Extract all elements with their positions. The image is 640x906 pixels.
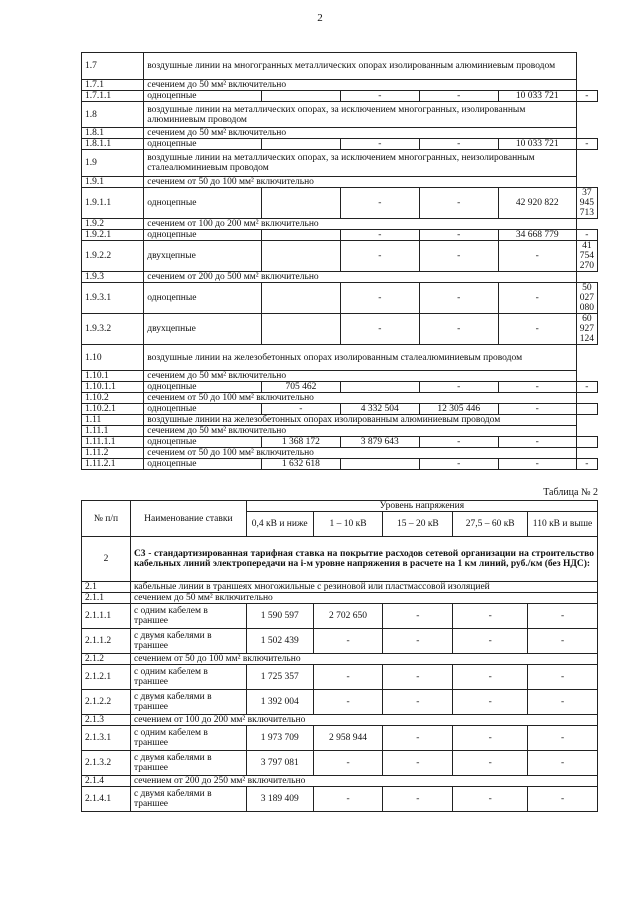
row-number: 2.1.3.1: [82, 726, 131, 751]
tariff-table-1: [81, 52, 598, 470]
value-cell: [261, 241, 340, 272]
subheading-row: [82, 715, 598, 726]
row-number: 1.10.2.1: [82, 404, 144, 415]
section-num: 2: [82, 537, 131, 582]
row-number: 1.9: [82, 150, 144, 177]
row-name: одноцепные: [144, 91, 262, 102]
row-heading: сечением до 50 мм² включительно: [144, 128, 576, 139]
value-cell: 1 502 439: [246, 629, 313, 654]
value-cell: -: [340, 230, 419, 241]
row-heading: воздушные линии на металлических опорах, за исключением многогранных, неизолированным сталеалюминиевым проводом: [144, 150, 576, 177]
value-cell: [340, 382, 419, 393]
value-cell: [340, 459, 419, 470]
table-row: [82, 665, 598, 690]
row-number: 2.1.1: [82, 593, 131, 604]
value-cell: -: [419, 314, 498, 345]
value-cell: -: [453, 726, 528, 751]
value-cell: -: [261, 404, 340, 415]
value-cell: -: [313, 665, 383, 690]
row-name: одноцепные: [144, 382, 262, 393]
value-cell: -: [383, 629, 453, 654]
section-title: С3 - стандартизированная тарифная ставка на покрытие расходов сетевой организации на строительство кабельных линий электропередачи на i-м уровне напряжения в расчете на 1 км линий, руб./км (без НДС):: [130, 537, 597, 582]
subheading-row: [82, 102, 598, 128]
value-cell: [261, 314, 340, 345]
row-number: 1.9.3.2: [82, 314, 144, 345]
row-heading: сечением от 50 до 100 мм² включительно: [130, 654, 597, 665]
value-cell: -: [498, 437, 576, 448]
subheading-row: [82, 448, 598, 459]
row-name: одноцепные: [144, 459, 262, 470]
table-row: [82, 629, 598, 654]
value-cell: 3 189 409: [246, 787, 313, 812]
row-heading: воздушные линии на железобетонных опорах изолированным сталеалюминиевым проводом: [144, 345, 576, 371]
row-heading: воздушные линии на железобетонных опорах изолированным алюминиевым проводом: [144, 415, 576, 426]
value-cell: 4 332 504: [340, 404, 419, 415]
value-cell: -: [453, 604, 528, 629]
row-number: 1.10.1.1: [82, 382, 144, 393]
row-name: с одним кабелем в траншее: [130, 665, 246, 690]
value-cell: -: [498, 314, 576, 345]
value-cell: 1 392 004: [246, 690, 313, 715]
value-cell: -: [453, 751, 528, 776]
value-cell: -: [419, 139, 498, 150]
level-header: 0,4 кВ и ниже: [246, 512, 313, 537]
row-number: 2.1.2.1: [82, 665, 131, 690]
table-row: [82, 91, 598, 102]
value-cell: -: [419, 230, 498, 241]
row-number: 1.11.1.1: [82, 437, 144, 448]
value-cell: -: [340, 139, 419, 150]
value-cell: 1 973 709: [246, 726, 313, 751]
level-header: 1 – 10 кВ: [313, 512, 383, 537]
row-name: одноцепные: [144, 283, 262, 314]
table-row: [82, 283, 598, 314]
value-cell: [261, 139, 340, 150]
value-cell: -: [313, 787, 383, 812]
row-name: с двумя кабелями в траншее: [130, 787, 246, 812]
value-cell: -: [453, 690, 528, 715]
row-number: 1.9.1: [82, 177, 144, 188]
row-number: 1.11.2: [82, 448, 144, 459]
value-cell: 705 462: [261, 382, 340, 393]
value-cell: -: [313, 751, 383, 776]
value-cell: -: [340, 314, 419, 345]
subheading-row: [82, 53, 598, 80]
value-cell: 50 027 080: [576, 283, 597, 314]
subheading-row: [82, 393, 598, 404]
table-row: [82, 604, 598, 629]
value-cell: 1 590 597: [246, 604, 313, 629]
subheading-row: [82, 80, 598, 91]
row-number: 1.9.1.1: [82, 188, 144, 219]
value-cell: 2 958 944: [313, 726, 383, 751]
row-number: 1.8.1: [82, 128, 144, 139]
value-cell: -: [576, 459, 597, 470]
row-name: одноцепные: [144, 404, 262, 415]
row-heading: сечением от 100 до 200 мм² включительно: [130, 715, 597, 726]
value-cell: -: [313, 690, 383, 715]
value-cell: 12 305 446: [419, 404, 498, 415]
table-row: [82, 188, 598, 219]
table-row: [82, 230, 598, 241]
row-number: 2.1.2: [82, 654, 131, 665]
row-name: одноцепные: [144, 437, 262, 448]
value-cell: -: [419, 459, 498, 470]
value-cell: -: [576, 91, 597, 102]
value-cell: -: [498, 241, 576, 272]
row-number: 1.10: [82, 345, 144, 371]
row-number: 2.1.4: [82, 776, 131, 787]
value-cell: -: [419, 437, 498, 448]
row-heading: сечением от 50 до 100 мм² включительно: [144, 448, 576, 459]
row-name: одноцепные: [144, 230, 262, 241]
value-cell: -: [340, 188, 419, 219]
table-row: [82, 314, 598, 345]
table-caption: Таблица № 2: [543, 487, 598, 498]
value-cell: -: [340, 283, 419, 314]
value-cell: [576, 437, 597, 448]
tariff-table-2: [81, 500, 598, 812]
row-heading: сечением от 50 до 100 мм² включительно: [144, 177, 576, 188]
row-heading: воздушные линии на металлических опорах, за исключением многогранных, изолированным алюминиевым проводом: [144, 102, 576, 128]
value-cell: -: [576, 139, 597, 150]
value-cell: -: [383, 604, 453, 629]
row-name: одноцепные: [144, 139, 262, 150]
row-heading: сечением до 50 мм² включительно: [130, 593, 597, 604]
row-heading: сечением от 100 до 200 мм² включительно: [144, 219, 576, 230]
value-cell: -: [528, 629, 598, 654]
subheading-row: [82, 654, 598, 665]
value-cell: 60 927 124: [576, 314, 597, 345]
row-number: 2.1.1.2: [82, 629, 131, 654]
subheading-row: [82, 371, 598, 382]
value-cell: -: [453, 629, 528, 654]
row-name: с двумя кабелями в траншее: [130, 751, 246, 776]
row-number: 2.1.2.2: [82, 690, 131, 715]
table-row: [82, 726, 598, 751]
value-cell: -: [528, 787, 598, 812]
row-name: с одним кабелем в траншее: [130, 604, 246, 629]
row-name: с двумя кабелями в траншее: [130, 629, 246, 654]
row-number: 2.1.1.1: [82, 604, 131, 629]
value-cell: -: [419, 241, 498, 272]
table-row: [82, 751, 598, 776]
level-header: 15 – 20 кВ: [383, 512, 453, 537]
table-row: [82, 382, 598, 393]
row-number: 1.11: [82, 415, 144, 426]
value-cell: -: [313, 629, 383, 654]
value-cell: -: [453, 665, 528, 690]
value-cell: 10 033 721: [498, 139, 576, 150]
subheading-row: [82, 776, 598, 787]
row-heading: сечением до 50 мм² включительно: [144, 426, 576, 437]
value-cell: 10 033 721: [498, 91, 576, 102]
subheading-row: [82, 150, 598, 177]
row-name: одноцепные: [144, 188, 262, 219]
row-number: 1.7: [82, 53, 144, 80]
table-row: [82, 459, 598, 470]
value-cell: -: [419, 283, 498, 314]
voltage-level-header: Уровень напряжения: [246, 501, 597, 512]
subheading-row: [82, 415, 598, 426]
row-number: 1.9.2: [82, 219, 144, 230]
value-cell: -: [453, 787, 528, 812]
page-number: 2: [317, 12, 323, 24]
row-number: 1.11.2.1: [82, 459, 144, 470]
subheading-row: [82, 128, 598, 139]
value-cell: -: [419, 91, 498, 102]
level-header: 27,5 – 60 кВ: [453, 512, 528, 537]
row-number: 1.7.1: [82, 80, 144, 91]
subheading-row: [82, 593, 598, 604]
row-number: 1.7.1.1: [82, 91, 144, 102]
row-number: 2.1: [82, 582, 131, 593]
row-heading: сечением до 50 мм² включительно: [144, 80, 576, 91]
row-number: 1.9.3: [82, 272, 144, 283]
table-row: [82, 404, 598, 415]
value-cell: -: [419, 382, 498, 393]
row-name: с одним кабелем в траншее: [130, 726, 246, 751]
value-cell: 2 702 650: [313, 604, 383, 629]
value-cell: 37 945 713: [576, 188, 597, 219]
value-cell: -: [383, 751, 453, 776]
row-heading: кабельные линии в траншеях многожильные с резиновой или пластмассовой изоляцией: [130, 582, 597, 593]
row-number: 1.9.3.1: [82, 283, 144, 314]
level-header: 110 кВ и выше: [528, 512, 598, 537]
value-cell: [261, 283, 340, 314]
table-row: [82, 139, 598, 150]
value-cell: 1 368 172: [261, 437, 340, 448]
subheading-row: [82, 219, 598, 230]
value-cell: -: [383, 690, 453, 715]
value-cell: -: [528, 751, 598, 776]
value-cell: -: [528, 604, 598, 629]
value-cell: -: [383, 726, 453, 751]
row-number: 2.1.3.2: [82, 751, 131, 776]
row-name: двухцепные: [144, 314, 262, 345]
row-number: 1.8.1.1: [82, 139, 144, 150]
table-row: [82, 437, 598, 448]
value-cell: -: [419, 188, 498, 219]
row-name: с двумя кабелями в траншее: [130, 690, 246, 715]
header-row: [82, 501, 598, 512]
value-cell: -: [383, 665, 453, 690]
value-cell: -: [528, 665, 598, 690]
row-name: двухцепные: [144, 241, 262, 272]
col-num-header: № п/п: [82, 501, 131, 537]
row-number: 1.11.1: [82, 426, 144, 437]
subheading-row: [82, 272, 598, 283]
row-heading: сечением от 200 до 250 мм² включительно: [130, 776, 597, 787]
row-heading: сечением до 50 мм² включительно: [144, 371, 576, 382]
value-cell: -: [498, 459, 576, 470]
col-name-header: Наименование ставки: [130, 501, 246, 537]
row-number: 1.10.1: [82, 371, 144, 382]
row-number: 1.9.2.2: [82, 241, 144, 272]
value-cell: 1 632 618: [261, 459, 340, 470]
table-row: [82, 787, 598, 812]
row-heading: воздушные линии на многогранных металлических опорах изолированным алюминиевым проводом: [144, 53, 576, 80]
subheading-row: [82, 345, 598, 371]
row-number: 1.9.2.1: [82, 230, 144, 241]
value-cell: -: [528, 726, 598, 751]
value-cell: 3 879 643: [340, 437, 419, 448]
value-cell: 34 668 779: [498, 230, 576, 241]
table-row: [82, 241, 598, 272]
value-cell: [576, 404, 597, 415]
value-cell: [261, 188, 340, 219]
value-cell: 3 797 081: [246, 751, 313, 776]
value-cell: 1 725 357: [246, 665, 313, 690]
value-cell: -: [498, 382, 576, 393]
row-number: 2.1.3: [82, 715, 131, 726]
row-number: 1.10.2: [82, 393, 144, 404]
value-cell: -: [576, 230, 597, 241]
value-cell: -: [498, 404, 576, 415]
value-cell: -: [498, 283, 576, 314]
table-row: [82, 690, 598, 715]
subheading-row: [82, 582, 598, 593]
row-number: 1.8: [82, 102, 144, 128]
value-cell: -: [340, 241, 419, 272]
row-number: 2.1.4.1: [82, 787, 131, 812]
value-cell: -: [528, 690, 598, 715]
subheading-row: [82, 426, 598, 437]
value-cell: [261, 230, 340, 241]
value-cell: 42 920 822: [498, 188, 576, 219]
value-cell: -: [383, 787, 453, 812]
value-cell: 41 754 270: [576, 241, 597, 272]
subheading-row: [82, 177, 598, 188]
row-heading: сечением от 200 до 500 мм² включительно: [144, 272, 576, 283]
value-cell: -: [340, 91, 419, 102]
section-row: [82, 537, 598, 582]
value-cell: [261, 91, 340, 102]
row-heading: сечением от 50 до 100 мм² включительно: [144, 393, 576, 404]
value-cell: -: [576, 382, 597, 393]
